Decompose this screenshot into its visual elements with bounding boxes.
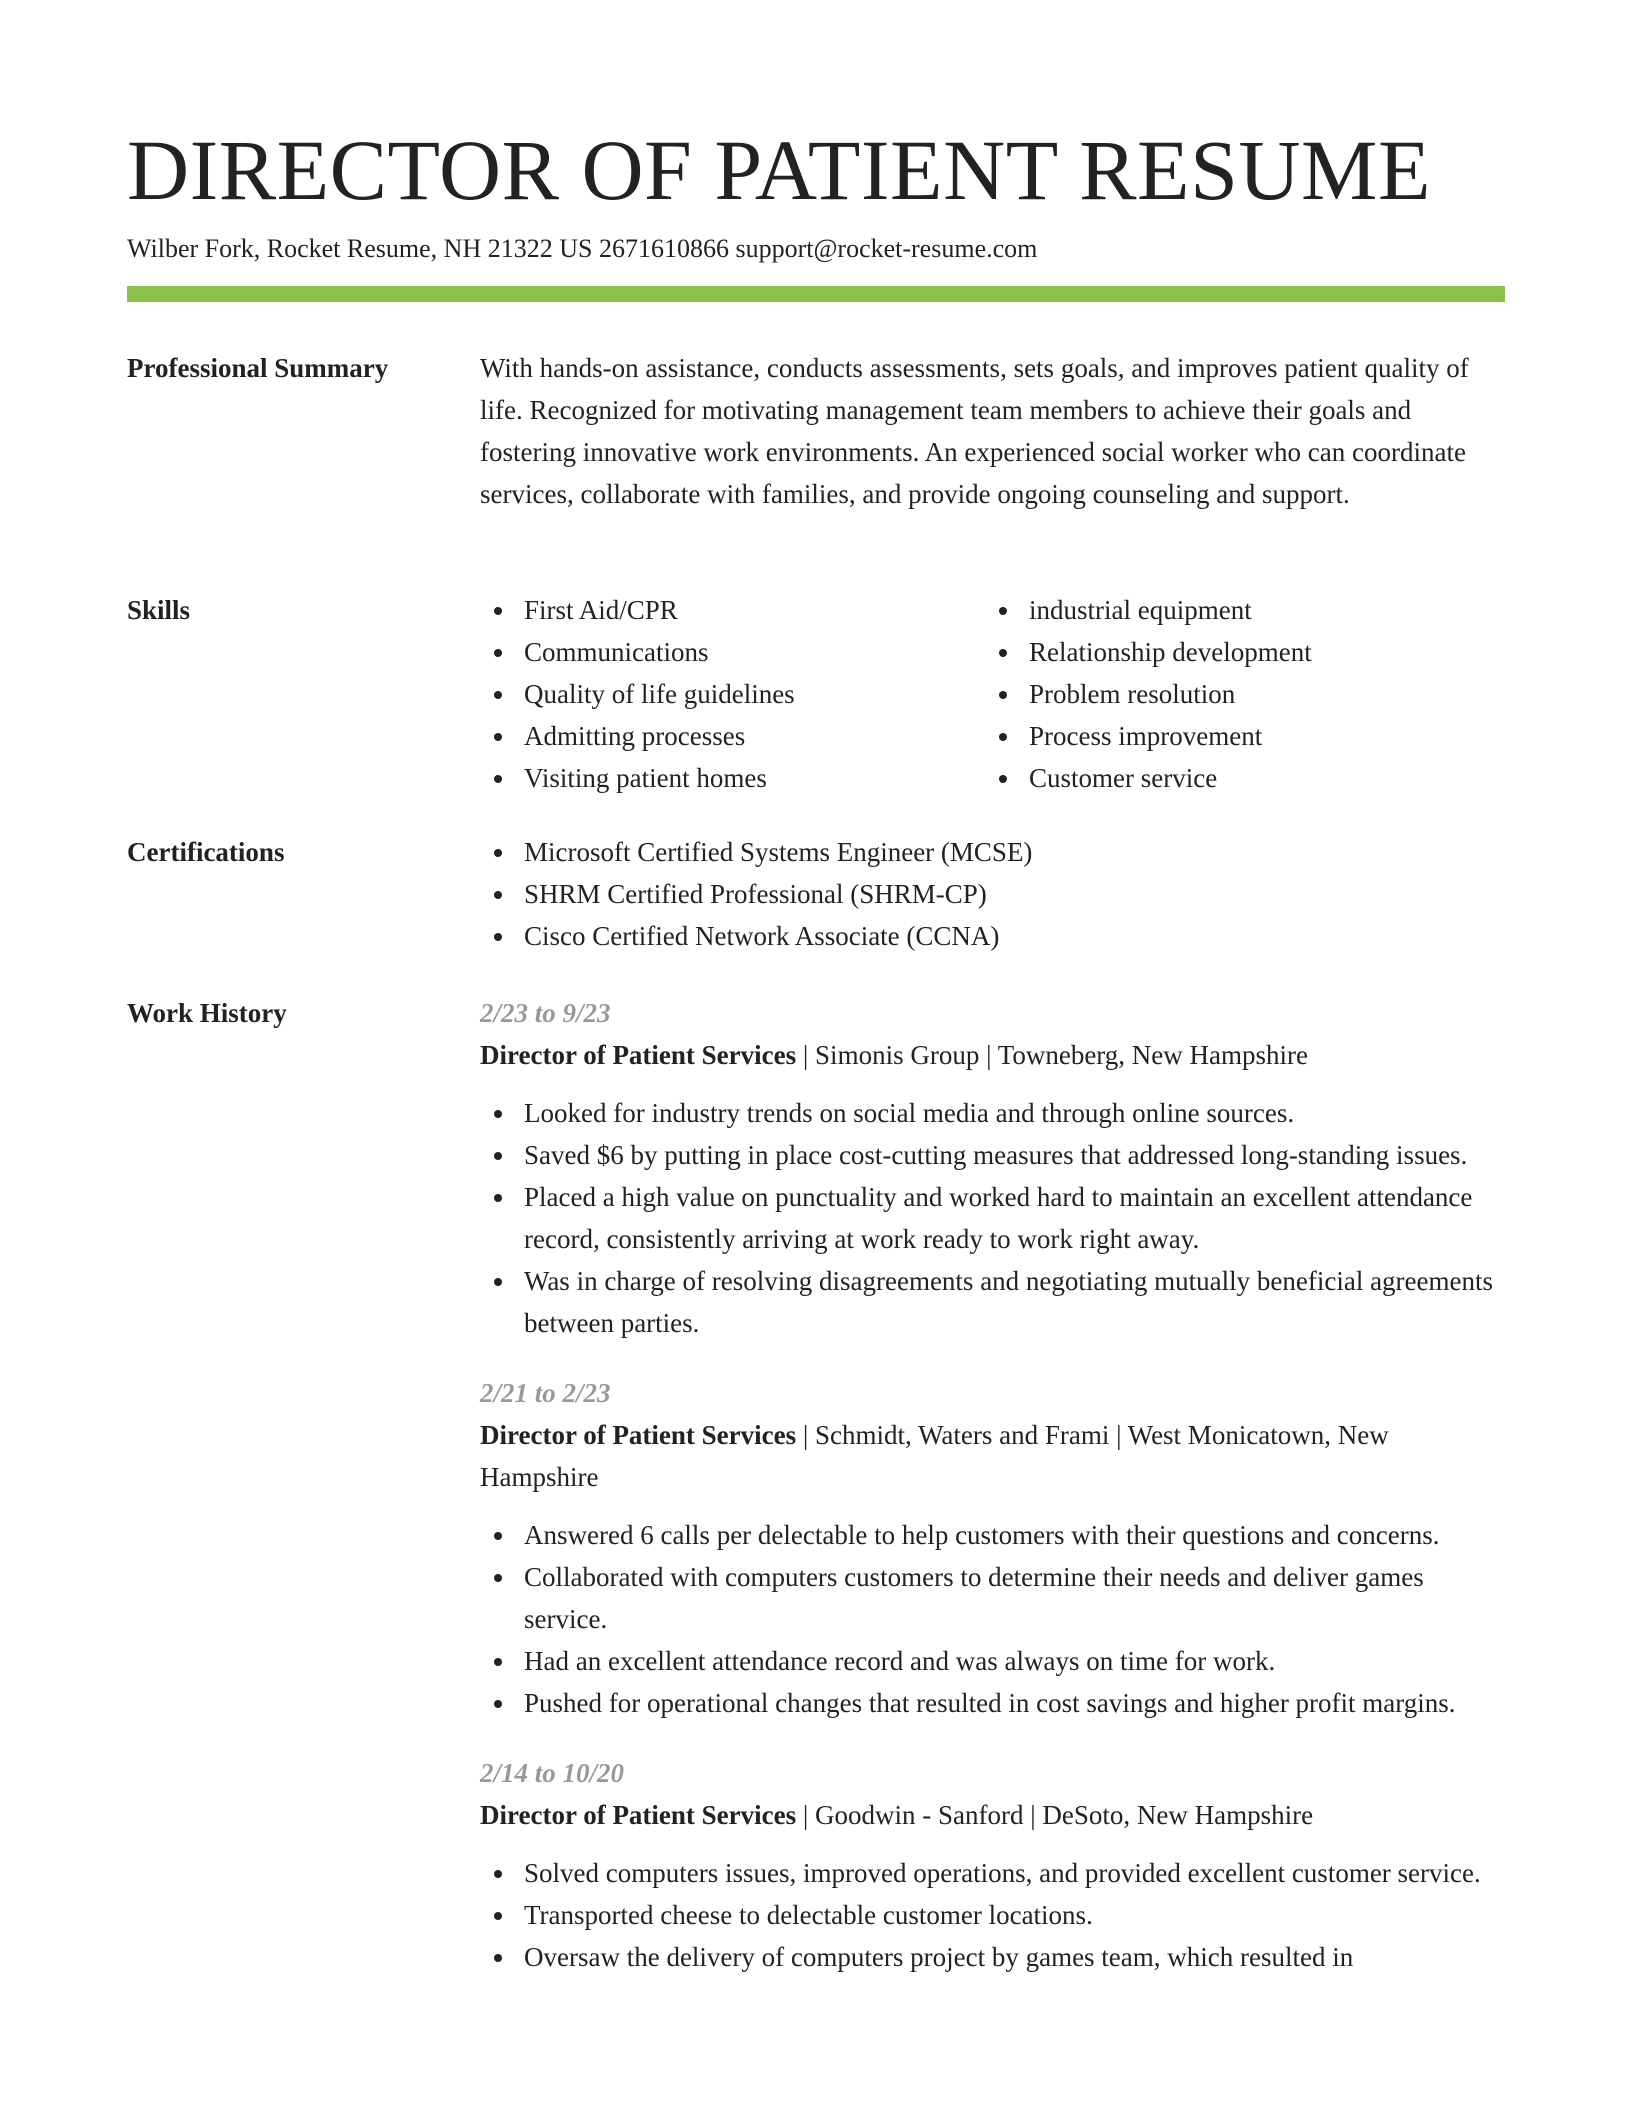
- job-bullet: Oversaw the delivery of computers project by games team, which resulted in: [480, 1936, 1505, 1978]
- job-bullet: Collaborated with computers customers to determine their needs and deliver games service.: [480, 1556, 1505, 1640]
- job-details: | Goodwin - Sanford | DeSoto, New Hampshire: [796, 1800, 1314, 1830]
- resume-title: DIRECTOR OF PATIENT RESUME: [127, 122, 1432, 218]
- job-entry: [480, 1372, 1505, 1724]
- job-bullet: Was in charge of resolving disagreements and negotiating mutually beneficial agreements between parties.: [480, 1260, 1505, 1344]
- skills-body: [480, 589, 1505, 799]
- certifications-heading: Certifications: [127, 837, 285, 867]
- skill-item: Customer service: [985, 757, 1490, 799]
- skill-item: Quality of life guidelines: [480, 673, 985, 715]
- job-dates: 2/21 to 2/23: [480, 1378, 611, 1408]
- skill-item: Admitting processes: [480, 715, 985, 757]
- job-dates: 2/23 to 9/23: [480, 998, 611, 1028]
- accent-divider: [127, 286, 1505, 302]
- job-details: | Simonis Group | Towneberg, New Hampshire: [796, 1040, 1309, 1070]
- job-bullet: Looked for industry trends on social media and through online sources.: [480, 1092, 1505, 1134]
- job-heading: [480, 1794, 1505, 1836]
- skills-heading: Skills: [127, 595, 191, 625]
- job-bullet: Placed a high value on punctuality and worked hard to maintain an excellent attendance record, consistently arriving at work ready to work right away.: [480, 1176, 1505, 1260]
- skill-item: Process improvement: [985, 715, 1490, 757]
- job-heading: [480, 1034, 1505, 1076]
- summary-text: With hands-on assistance, conducts assessments, sets goals, and improves patient quality of life. Recognized for motivating management team members to achieve their goals and fostering innovative work environments. An experienced social worker who can coordinate services, collaborate with families, and provide ongoing counseling and support.: [480, 353, 1469, 509]
- job-bullet: Answered 6 calls per delectable to help customers with their questions and concerns.: [480, 1514, 1505, 1556]
- certifications-body: [480, 831, 1505, 957]
- job-title: Director of Patient Services: [480, 1800, 797, 1830]
- certification-item: Microsoft Certified Systems Engineer (MCSE): [480, 831, 1505, 873]
- job-details: | Schmidt, Waters and Frami | West Monicatown, New Hampshire: [480, 1420, 1389, 1492]
- summary-heading: Professional Summary: [127, 353, 389, 383]
- job-entry: [480, 992, 1505, 1344]
- job-dates: 2/14 to 10/20: [480, 1758, 625, 1788]
- job-bullet: Saved $6 by putting in place cost-cutting measures that addressed long-standing issues.: [480, 1134, 1505, 1176]
- job-heading: [480, 1414, 1505, 1498]
- certification-item: Cisco Certified Network Associate (CCNA): [480, 915, 1505, 957]
- job-entry: [480, 1752, 1505, 1978]
- skill-item: Problem resolution: [985, 673, 1490, 715]
- work-history-heading: Work History: [127, 998, 287, 1028]
- job-title: Director of Patient Services: [480, 1420, 797, 1450]
- summary-body: [480, 347, 1505, 515]
- skill-item: industrial equipment: [985, 589, 1490, 631]
- skill-item: Visiting patient homes: [480, 757, 985, 799]
- skills-column-1: [480, 589, 985, 799]
- job-bullet: Pushed for operational changes that resulted in cost savings and higher profit margins.: [480, 1682, 1505, 1724]
- job-bullet: Had an excellent attendance record and was always on time for work.: [480, 1640, 1505, 1682]
- work-history-body: [480, 992, 1505, 2006]
- certification-item: SHRM Certified Professional (SHRM-CP): [480, 873, 1505, 915]
- skill-item: Communications: [480, 631, 985, 673]
- contact-line: Wilber Fork, Rocket Resume, NH 21322 US 2671610866 support@rocket-resume.com: [127, 234, 1038, 263]
- job-title: Director of Patient Services: [480, 1040, 797, 1070]
- skill-item: Relationship development: [985, 631, 1490, 673]
- job-bullet: Transported cheese to delectable customer locations.: [480, 1894, 1505, 1936]
- skill-item: First Aid/CPR: [480, 589, 985, 631]
- job-bullet: Solved computers issues, improved operations, and provided excellent customer service.: [480, 1852, 1505, 1894]
- skills-column-2: [985, 589, 1490, 799]
